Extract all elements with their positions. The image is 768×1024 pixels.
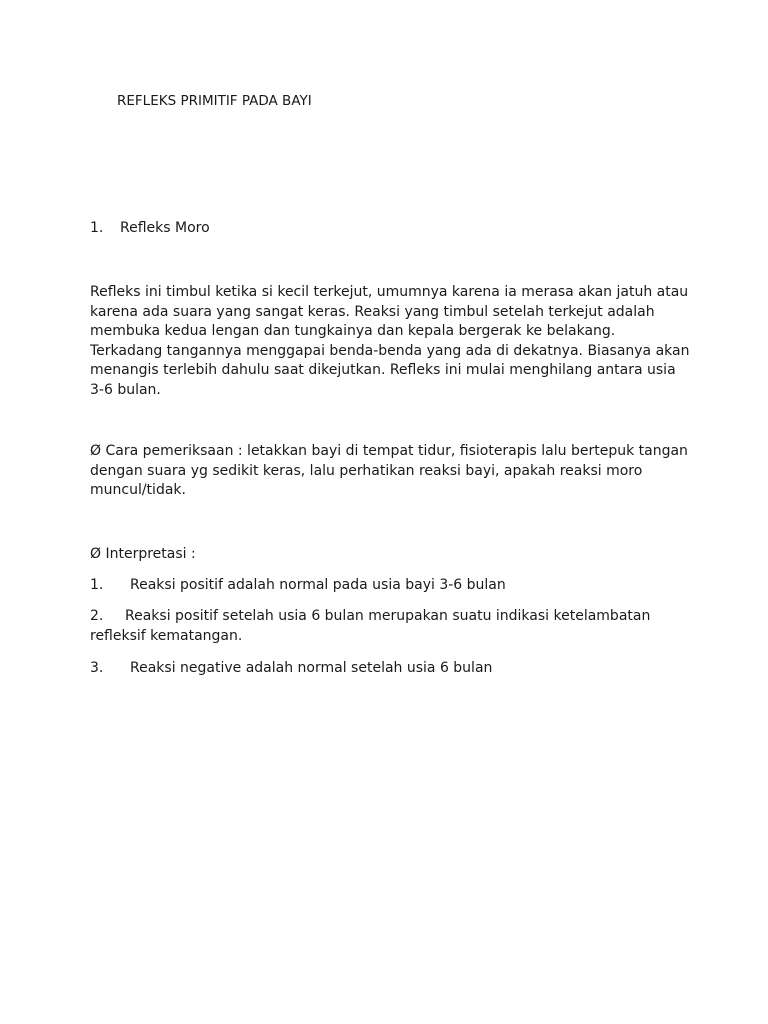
- interpretation-item: [90, 659, 690, 679]
- interpretation-item: [90, 607, 690, 646]
- interpretation-item-text: Reaksi positif adalah normal pada usia bayi 3-6 bulan: [130, 577, 506, 593]
- examination-paragraph: Ø Cara pemeriksaan : letakkan bayi di tempat tidur, fisioterapis lalu bertepuk tangan dengan suara yg sedikit keras, lalu perhatikan reaksi bayi, apakah reaksi moro muncul/tidak.: [90, 443, 688, 498]
- interpretation-item-number: 2.: [90, 608, 104, 624]
- interpretation-item-number: 3.: [90, 660, 104, 676]
- section-number: 1.: [90, 220, 104, 236]
- interpretation-item-number: 1.: [90, 577, 104, 593]
- interpretation-item-text: Reaksi negative adalah normal setelah usia 6 bulan: [130, 660, 493, 676]
- interpretation-label: Ø Interpretasi :: [90, 546, 196, 562]
- section-heading-text: Refleks Moro: [120, 220, 210, 236]
- interpretation-item: [90, 576, 690, 596]
- interpretation-item-text: Reaksi positif setelah usia 6 bulan merupakan suatu indikasi ketelambatan refleksif kematangan.: [90, 608, 651, 644]
- description-paragraph: Refleks ini timbul ketika si kecil terkejut, umumnya karena ia merasa akan jatuh atau karena ada suara yang sangat keras. Reaksi yang timbul setelah terkejut adalah membuka kedua lengan dan tungkainya dan kepala bergerak ke belakang. Terkadang tangannya menggapai benda-benda yang ada di dekatnya. Biasanya akan menangis terlebih dahulu saat dikejutkan. Refleks ini mulai menghilang antara usia 3-6 bulan.: [90, 284, 690, 398]
- document-title: REFLEKS PRIMITIF PADA BAYI: [117, 93, 312, 109]
- section-heading: [90, 220, 210, 236]
